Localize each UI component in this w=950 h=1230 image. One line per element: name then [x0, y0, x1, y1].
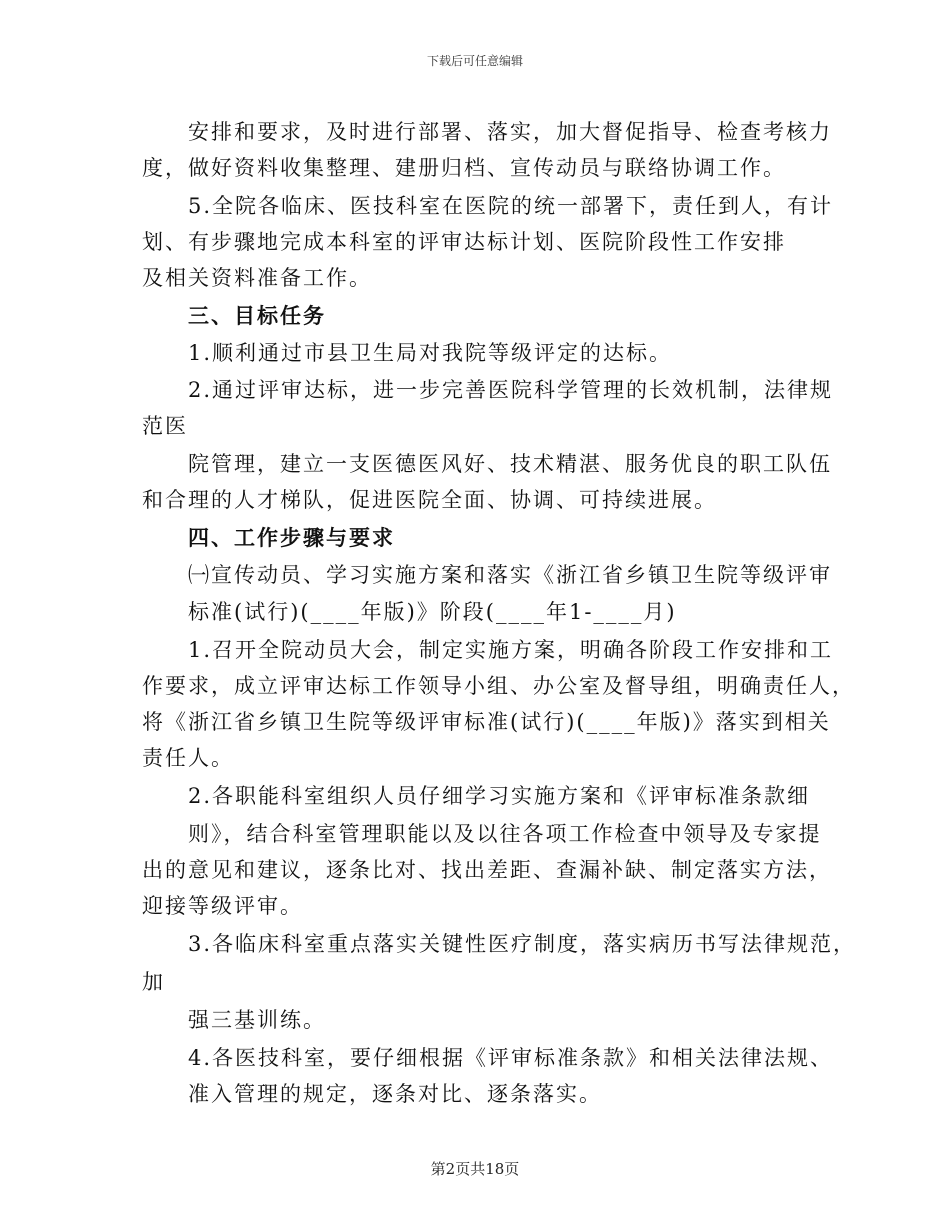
section-heading: 三、目标任务 [188, 303, 326, 328]
body-text-line: 将《浙江省乡镇卫生院等级评审标准(试行)(____年版)》落实到相关 [142, 710, 831, 734]
body-text-line: 2.通过评审达标，进一步完善医院科学管理的长效机制，法律规 [188, 378, 834, 402]
body-text-line: 准入管理的规定，逐条对比、逐条落实。 [188, 1082, 602, 1106]
body-text-line: 迎接等级评审。 [142, 894, 303, 918]
body-text-line: 度，做好资料收集整理、建册归档、宣传动员与联络协调工作。 [142, 156, 786, 180]
body-text-line: 和合理的人才梯队，促进医院全面、协调、可持续进展。 [142, 488, 717, 512]
section-heading: 四、工作步骤与要求 [188, 525, 395, 550]
body-text-line: 1.召开全院动员大会，制定实施方案，明确各阶段工作安排和工 [188, 638, 834, 662]
body-text-line: 安排和要求，及时进行部署、落实，加大督促指导、检查考核力 [188, 120, 832, 144]
page-header: 下载后可任意编辑 [426, 54, 523, 68]
body-text-line: 范医 [142, 414, 188, 438]
body-text-line: 划、有步骤地完成本科室的评审达标计划、医院阶段性工作安排 [142, 230, 786, 254]
body-text-line: 5.全院各临床、医技科室在医院的统一部署下，责任到人，有计 [188, 194, 834, 218]
body-text-line: 3.各临床科室重点落实关键性医疗制度，落实病历书写法律规范， [188, 932, 857, 956]
page-number-footer: 第2页共18页 [430, 1160, 520, 1178]
body-text-line: 标准(试行)(____年版)》阶段(____年1-____月) [188, 600, 677, 624]
body-text-line: 2.各职能科室组织人员仔细学习实施方案和《评审标准条款细 [188, 784, 811, 808]
body-text-line: 加 [142, 970, 165, 994]
body-text-line: 4.各医技科室，要仔细根据《评审标准条款》和相关法律法规、 [188, 1046, 834, 1070]
body-text-line: 强三基训练。 [188, 1008, 326, 1032]
body-text-line: 责任人。 [142, 746, 234, 770]
body-text-line: 院管理，建立一支医德医风好、技术精湛、服务优良的职工队伍 [188, 452, 832, 476]
body-text-line: 出的意见和建议，逐条比对、找出差距、查漏补缺、制定落实方法， [142, 858, 832, 882]
body-text-line: 则》，结合科室管理职能以及以往各项工作检查中领导及专家提 [188, 822, 822, 846]
body-text-line: 作要求，成立评审达标工作领导小组、办公室及督导组，明确责任人， [142, 674, 855, 698]
body-text-line: 及相关资料准备工作。 [142, 266, 372, 290]
body-text-line: 1.顺利通过市县卫生局对我院等级评定的达标。 [188, 341, 673, 365]
body-text-line: ㈠宣传动员、学习实施方案和落实《浙江省乡镇卫生院等级评审 [188, 563, 832, 587]
